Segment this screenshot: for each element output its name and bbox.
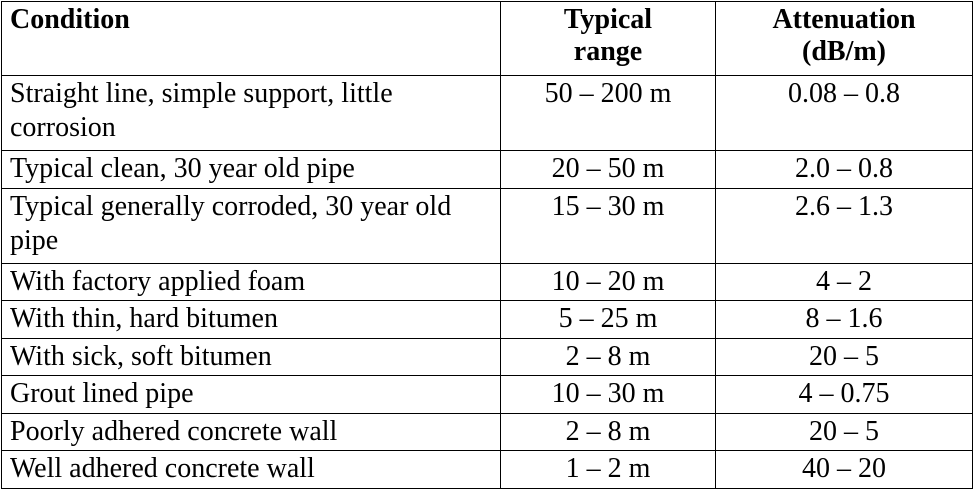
cell-attenuation: 20 – 5 [716, 338, 973, 376]
header-typical-range-line1: Typical [563, 4, 653, 35]
cell-range: 20 – 50 m [501, 151, 716, 189]
cell-condition: Poorly adhered concrete wall [2, 413, 501, 451]
table-header-row [2, 2, 973, 76]
table-row [2, 376, 973, 414]
cell-range: 50 – 200 m [501, 76, 716, 151]
cell-range: 5 – 25 m [501, 301, 716, 339]
header-attenuation-line2: (dB/m) [802, 36, 886, 67]
cell-range: 2 – 8 m [501, 413, 716, 451]
header-attenuation [716, 2, 973, 76]
cell-range: 10 – 30 m [501, 376, 716, 414]
cell-condition: Typical generally corroded, 30 year old pipe [2, 188, 501, 263]
cell-attenuation: 8 – 1.6 [716, 301, 973, 339]
table-row [2, 76, 973, 151]
attenuation-table [1, 1, 973, 489]
cell-condition: With thin, hard bitumen [2, 301, 501, 339]
cell-attenuation: 0.08 – 0.8 [716, 76, 973, 151]
cell-attenuation: 2.6 – 1.3 [716, 188, 973, 263]
cell-attenuation: 2.0 – 0.8 [716, 151, 973, 189]
header-attenuation-line1: Attenuation [772, 4, 916, 35]
cell-attenuation: 4 – 2 [716, 263, 973, 301]
cell-range: 1 – 2 m [501, 451, 716, 489]
cell-condition: Typical clean, 30 year old pipe [2, 151, 501, 189]
header-typical-range-line2: range [573, 36, 643, 67]
cell-attenuation: 20 – 5 [716, 413, 973, 451]
cell-condition: Grout lined pipe [2, 376, 501, 414]
cell-range: 15 – 30 m [501, 188, 716, 263]
table-row [2, 338, 973, 376]
table-row [2, 301, 973, 339]
table-row [2, 188, 973, 263]
table-row [2, 451, 973, 489]
cell-attenuation: 4 – 0.75 [716, 376, 973, 414]
cell-condition: With sick, soft bitumen [2, 338, 501, 376]
cell-range: 10 – 20 m [501, 263, 716, 301]
table-row [2, 413, 973, 451]
cell-condition: With factory applied foam [2, 263, 501, 301]
cell-range: 2 – 8 m [501, 338, 716, 376]
header-condition: Condition [2, 2, 501, 76]
table-row [2, 263, 973, 301]
table-row [2, 151, 973, 189]
header-typical-range [501, 2, 716, 76]
cell-condition: Well adhered concrete wall [2, 451, 501, 489]
cell-condition: Straight line, simple support, little corrosion [2, 76, 501, 151]
cell-attenuation: 40 – 20 [716, 451, 973, 489]
